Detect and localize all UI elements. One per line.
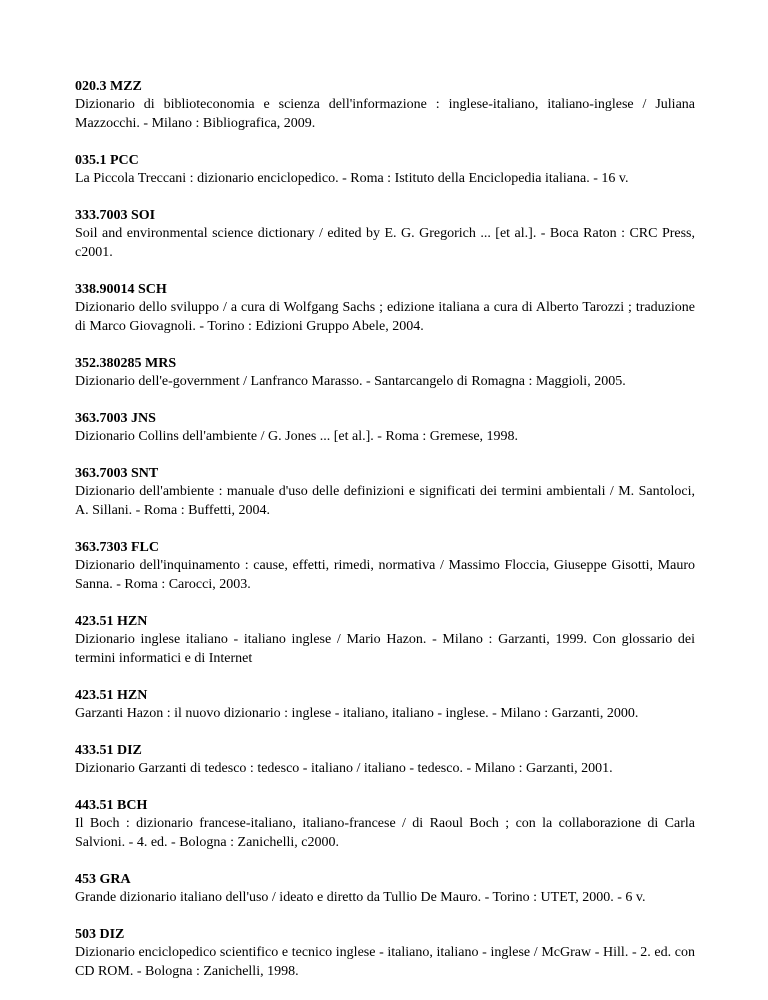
bibliography-entry xyxy=(75,152,695,188)
bibliography-entry xyxy=(75,797,695,852)
call-number: 352.380285 MRS xyxy=(75,356,177,371)
call-number: 423.51 HZN xyxy=(75,614,148,629)
entry-description: Dizionario inglese italiano - italiano inglese / Mario Hazon. - Milano : Garzanti, 1999. Con glossario dei termini informatici e di Internet xyxy=(75,632,695,666)
entry-description: Dizionario Garzanti di tedesco : tedesco - italiano / italiano - tedesco. - Milano : Garzanti, 2001. xyxy=(75,761,613,776)
entry-description: Garzanti Hazon : il nuovo dizionario : inglese - italiano, italiano - inglese. - Milano : Garzanti, 2000. xyxy=(75,706,639,721)
call-number: 503 DIZ xyxy=(75,927,125,942)
entry-description: Dizionario di biblioteconomia e scienza dell'informazione : inglese-italiano, italiano-inglese / Juliana Mazzocchi. - Milano : Bibliografica, 2009. xyxy=(75,97,695,131)
call-number: 333.7003 SOI xyxy=(75,208,156,223)
entry-description: La Piccola Treccani : dizionario enciclopedico. - Roma : Istituto della Enciclopedia italiana. - 16 v. xyxy=(75,171,629,186)
entry-description: Soil and environmental science dictionary / edited by E. G. Gregorich ... [et al.]. - Boca Raton : CRC Press, c2001. xyxy=(75,226,695,260)
bibliography-entry xyxy=(75,207,695,262)
call-number: 453 GRA xyxy=(75,872,131,887)
call-number: 363.7003 JNS xyxy=(75,411,156,426)
entry-description: Dizionario dell'inquinamento : cause, effetti, rimedi, normativa / Massimo Floccia, Giuseppe Gisotti, Mauro Sanna. - Roma : Carocci, 2003. xyxy=(75,558,695,592)
entry-description: Grande dizionario italiano dell'uso / ideato e diretto da Tullio De Mauro. - Torino : UTET, 2000. - 6 v. xyxy=(75,890,646,905)
entry-description: Il Boch : dizionario francese-italiano, italiano-francese / di Raoul Boch ; con la collaborazione di Carla Salvioni. - 4. ed. - Bologna : Zanichelli, c2000. xyxy=(75,816,695,850)
call-number: 443.51 BCH xyxy=(75,798,148,813)
call-number: 338.90014 SCH xyxy=(75,282,167,297)
bibliography-entry xyxy=(75,410,695,446)
bibliography-entry xyxy=(75,926,695,981)
bibliography-entry xyxy=(75,539,695,594)
bibliography-entry xyxy=(75,687,695,723)
call-number: 363.7303 FLC xyxy=(75,540,159,555)
bibliography-entry xyxy=(75,355,695,391)
entry-description: Dizionario enciclopedico scientifico e tecnico inglese - italiano, italiano - inglese / McGraw - Hill. - 2. ed. con CD ROM. - Bologna : Zanichelli, 1998. xyxy=(75,945,695,979)
entry-description: Dizionario dello sviluppo / a cura di Wolfgang Sachs ; edizione italiana a cura di Alberto Tarozzi ; traduzione di Marco Giovagnoli. - Torino : Edizioni Gruppo Abele, 2004. xyxy=(75,300,695,334)
bibliography-entry xyxy=(75,281,695,336)
call-number: 423.51 HZN xyxy=(75,688,148,703)
call-number: 035.1 PCC xyxy=(75,153,139,168)
entry-description: Dizionario dell'ambiente : manuale d'uso delle definizioni e significati dei termini ambientali / M. Santoloci, A. Sillani. - Roma : Buffetti, 2004. xyxy=(75,484,695,518)
entry-description: Dizionario dell'e-government / Lanfranco Marasso. - Santarcangelo di Romagna : Maggioli, 2005. xyxy=(75,374,626,389)
call-number: 433.51 DIZ xyxy=(75,743,142,758)
bibliography-entry xyxy=(75,78,695,133)
entry-description: Dizionario Collins dell'ambiente / G. Jones ... [et al.]. - Roma : Gremese, 1998. xyxy=(75,429,519,444)
bibliography-list xyxy=(75,78,695,1000)
call-number: 020.3 MZZ xyxy=(75,79,142,94)
call-number: 363.7003 SNT xyxy=(75,466,159,481)
bibliography-entry xyxy=(75,742,695,778)
bibliography-entry xyxy=(75,613,695,668)
bibliography-entry xyxy=(75,871,695,907)
bibliography-entry xyxy=(75,465,695,520)
